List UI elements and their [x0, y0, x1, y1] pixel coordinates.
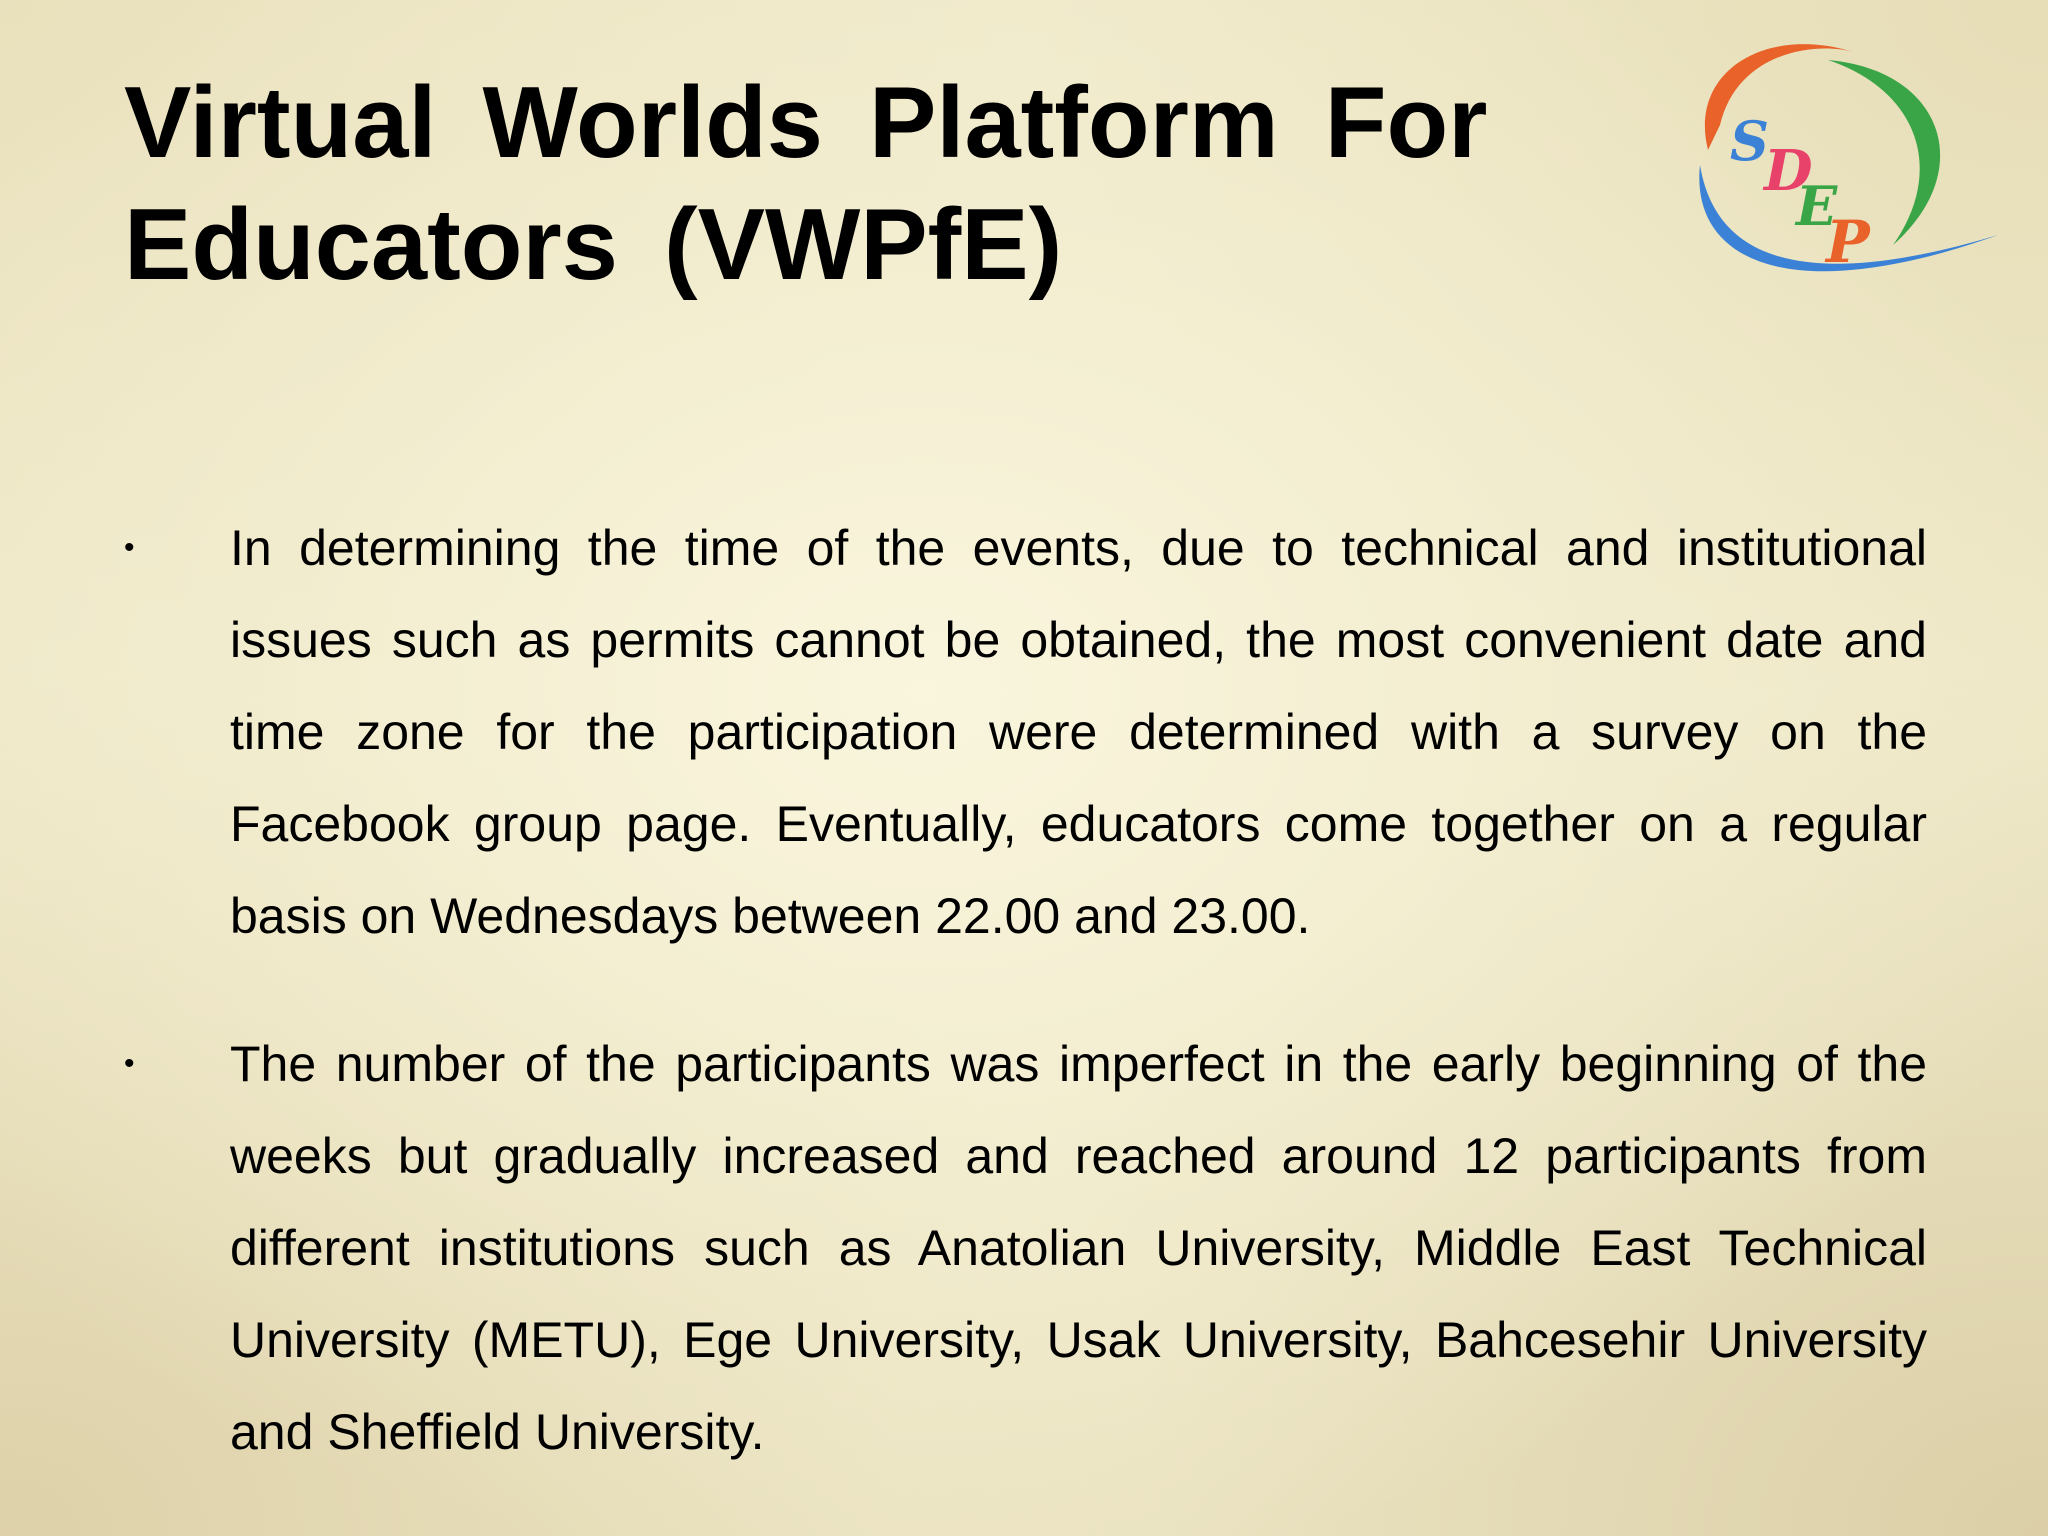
bullet-list [124, 502, 1927, 1478]
bullet-text: In determining the time of the events, due to technical and institutional issues such as permits cannot be obtained, the most convenient date and time zone for the participation were determined with a survey on the Facebook group page. Eventually, educators come together on a regular basis on Wednesdays between 22.00 and 23.00. [230, 520, 1927, 944]
bullet-item [124, 1018, 1927, 1478]
logo-letter-s: S [1730, 109, 1769, 173]
bullet-text: The number of the participants was imperfect in the early beginning of the weeks but gradually increased and reached around 12 participants from different institutions such as Anatolian University, Middle East Technical University (METU), Ege University, Usak University, Bahcesehir University and Sheffield University. [230, 1036, 1927, 1460]
bullet-marker: • [124, 1047, 135, 1080]
sdep-logo-icon [1678, 30, 2002, 306]
bullet-item [124, 502, 1927, 962]
slide-title-line-1: Virtual Worlds Platform For [124, 67, 1488, 179]
logo-arc-orange [1705, 44, 1853, 150]
bullet-marker: • [124, 531, 135, 564]
logo-letter-p: P [1826, 208, 1870, 276]
slide-title-line-2: Educators (VWPfE) [124, 189, 1063, 301]
slide-title [124, 62, 1524, 306]
logo-letter-d: D [1764, 138, 1813, 204]
logo-letter-e: E [1796, 174, 1838, 238]
